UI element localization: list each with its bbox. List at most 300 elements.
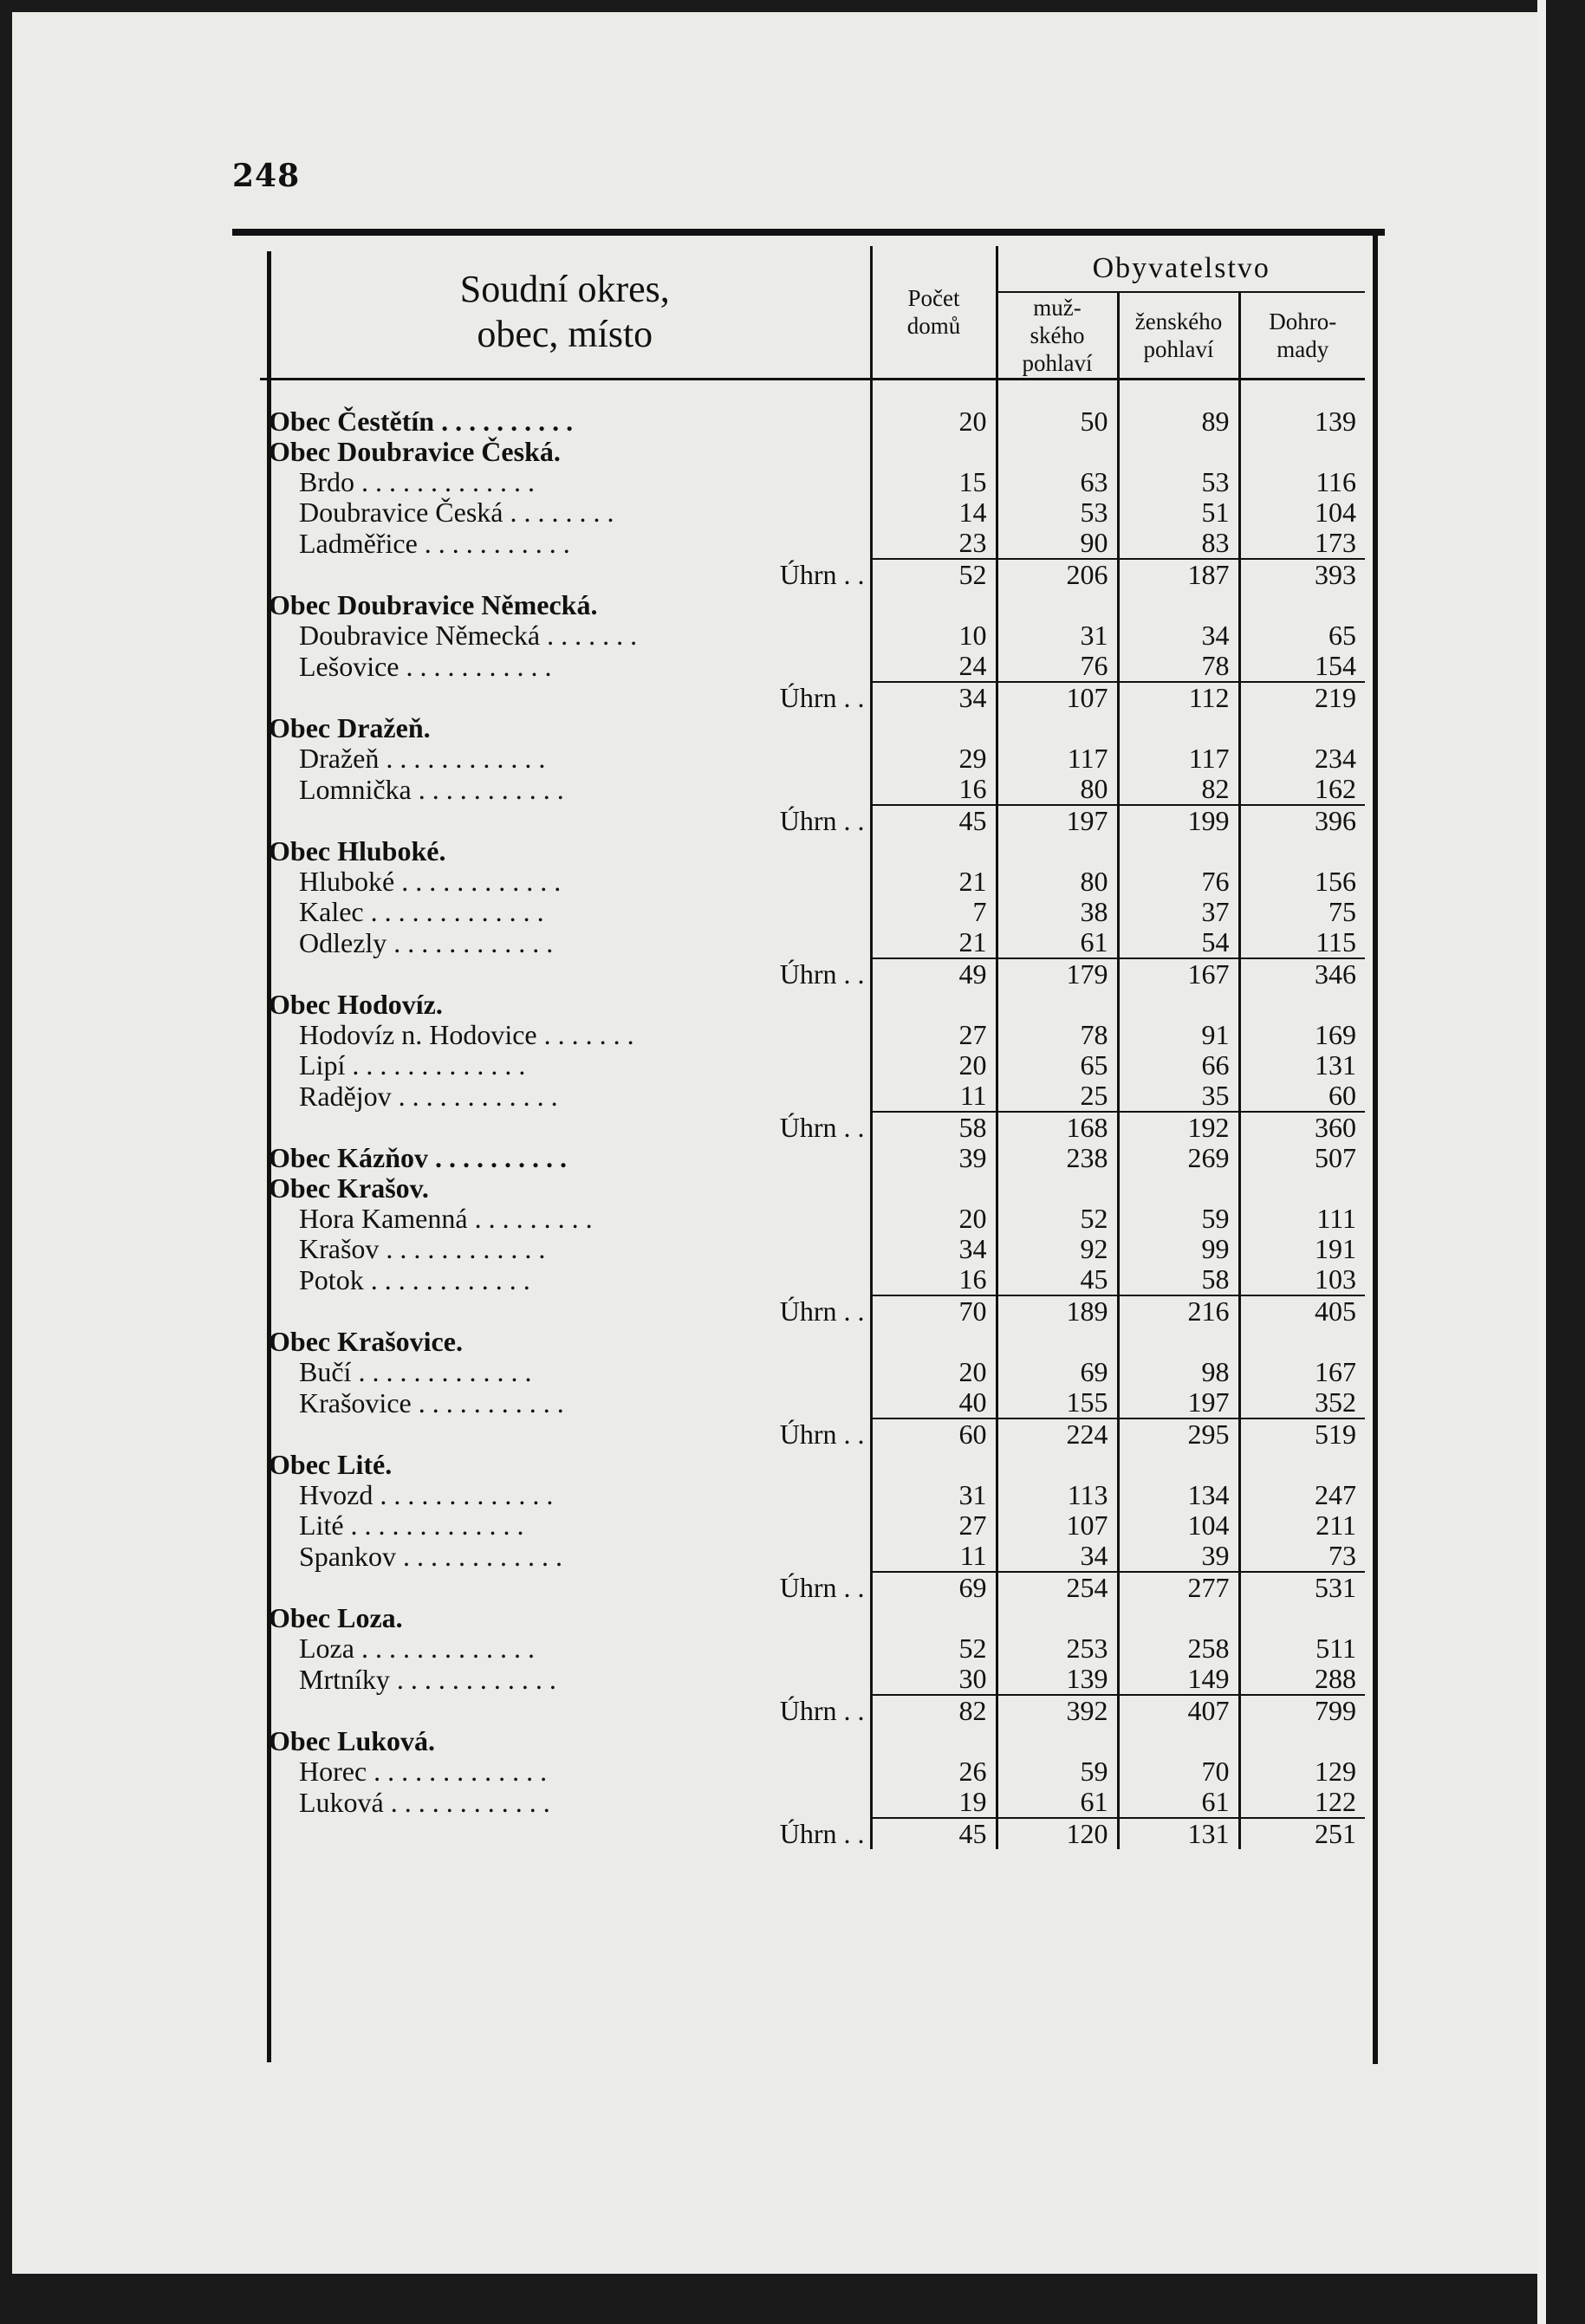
cell-female: 53 [1118,467,1239,497]
cell-total: 111 [1239,1204,1365,1234]
cell-female: 197 [1118,1387,1239,1418]
place-name: Krašovice . . . . . . . . . . . [299,1387,564,1418]
cell-total [1239,1603,1365,1633]
cell-male: 224 [997,1418,1118,1450]
cell-female: 112 [1118,682,1239,713]
header-female-line1: ženského [1134,308,1223,334]
place-name: Obec Lité. [269,1450,393,1480]
total-row [260,1695,1365,1726]
cell-total: 122 [1239,1787,1365,1818]
cell-male: 61 [997,1787,1118,1818]
table-row [260,406,1365,437]
cell-houses: 11 [871,1541,997,1572]
place-name: Radějov . . . . . . . . . . . . [299,1081,558,1112]
cell-male: 53 [997,497,1118,528]
cell-female: 216 [1118,1295,1239,1327]
table-row [260,497,1365,528]
cell-female: 35 [1118,1081,1239,1112]
cell-total: 103 [1239,1264,1365,1295]
place-name: Obec Krašov. [269,1173,429,1204]
cell-male [997,713,1118,743]
cell-male: 92 [997,1234,1118,1264]
cell-houses [871,1450,997,1480]
right-table-rule [1373,234,1378,2064]
cell-total: 405 [1239,1295,1365,1327]
cell-male: 63 [997,467,1118,497]
cell-female: 91 [1118,1020,1239,1050]
header-female [1118,292,1239,380]
total-row [260,1418,1365,1450]
cell-female: 269 [1118,1143,1239,1173]
cell-female [1118,1726,1239,1756]
total-label: Úhrn . . [779,559,865,590]
cell-female: 34 [1118,620,1239,651]
total-label: Úhrn . . [779,1818,865,1849]
header-name-line1: Soudní okres, [459,268,670,310]
total-row [260,1295,1365,1327]
municipality-heading-row [260,1450,1365,1480]
cell-total [1239,437,1365,467]
header-total [1239,292,1365,380]
cell-female: 98 [1118,1357,1239,1387]
cell-total [1239,713,1365,743]
cell-male: 38 [997,897,1118,927]
cell-houses [871,713,997,743]
municipality-heading-row [260,1603,1365,1633]
table-body [260,380,1365,1850]
cell-total: 173 [1239,528,1365,559]
place-name: Obec Hluboké. [269,836,446,867]
cell-total: 73 [1239,1541,1365,1572]
cell-male: 80 [997,867,1118,897]
header-total-line2: mady [1276,336,1329,362]
cell-female: 54 [1118,927,1239,958]
cell-male: 189 [997,1295,1118,1327]
cell-male: 155 [997,1387,1118,1418]
cell-male: 50 [997,406,1118,437]
header-male [997,292,1118,380]
place-name: Obec Luková. [269,1726,436,1756]
header-name [260,246,871,380]
total-row [260,1112,1365,1143]
cell-male: 107 [997,1510,1118,1541]
cell-female: 58 [1118,1264,1239,1295]
cell-male: 90 [997,528,1118,559]
table-row [260,1204,1365,1234]
cell-female [1118,836,1239,867]
cell-total: 75 [1239,897,1365,927]
page-number: 248 [232,158,301,194]
place-name: Krašov . . . . . . . . . . . . [299,1234,546,1264]
header-male-line2: ského [1030,322,1085,348]
cell-female: 277 [1118,1572,1239,1603]
cell-male: 197 [997,805,1118,836]
header-total-line1: Dohro- [1269,308,1337,334]
cell-female: 37 [1118,897,1239,927]
table-row [260,1756,1365,1787]
place-name: Obec Dražeň. [269,713,431,743]
cell-male: 253 [997,1633,1118,1664]
cell-total: 104 [1239,497,1365,528]
cell-total: 115 [1239,927,1365,958]
place-name: Hvozd . . . . . . . . . . . . . [299,1480,554,1510]
total-row [260,1818,1365,1849]
cell-female: 83 [1118,528,1239,559]
place-name: Doubravice Německá . . . . . . . [299,620,638,651]
cell-female: 78 [1118,651,1239,682]
cell-total: 219 [1239,682,1365,713]
municipality-heading-row [260,590,1365,620]
cell-total: 396 [1239,805,1365,836]
cell-female: 39 [1118,1541,1239,1572]
cell-male: 168 [997,1112,1118,1143]
cell-houses: 60 [871,1418,997,1450]
place-name: Spankov . . . . . . . . . . . . [299,1541,562,1572]
cell-female: 131 [1118,1818,1239,1849]
municipality-heading-row [260,1327,1365,1357]
cell-houses: 34 [871,1234,997,1264]
place-name: Odlezly . . . . . . . . . . . . [299,927,554,958]
cell-total: 531 [1239,1572,1365,1603]
cell-total: 156 [1239,867,1365,897]
place-name: Kalec . . . . . . . . . . . . . [299,897,544,927]
cell-houses: 69 [871,1572,997,1603]
cell-male: 31 [997,620,1118,651]
cell-female [1118,590,1239,620]
table-row [260,1387,1365,1418]
table-row [260,1480,1365,1510]
cell-male: 61 [997,927,1118,958]
place-name: Brdo . . . . . . . . . . . . . [299,467,535,497]
cell-total: 393 [1239,559,1365,590]
table-row [260,774,1365,805]
header-group-population: Obyvatelstvo [997,246,1365,292]
cell-female: 192 [1118,1112,1239,1143]
table-row [260,1081,1365,1112]
place-name: Mrtníky . . . . . . . . . . . . [299,1664,556,1695]
cell-female: 61 [1118,1787,1239,1818]
cell-male [997,836,1118,867]
place-name: Obec Doubravice Německá. [269,590,598,620]
cell-total: 352 [1239,1387,1365,1418]
table-row [260,1787,1365,1818]
place-name: Dražeň . . . . . . . . . . . . [299,743,546,774]
cell-female: 76 [1118,867,1239,897]
cell-total: 360 [1239,1112,1365,1143]
cell-houses: 7 [871,897,997,927]
table-row [260,1357,1365,1387]
place-name: Lomnička . . . . . . . . . . . [299,774,564,805]
place-name: Lešovice . . . . . . . . . . . [299,651,552,682]
municipality-heading-row [260,990,1365,1020]
cell-total: 511 [1239,1633,1365,1664]
table-row [260,1050,1365,1081]
table-header [260,246,1365,380]
cell-houses: 58 [871,1112,997,1143]
municipality-heading-row [260,713,1365,743]
cell-houses: 16 [871,774,997,805]
cell-total: 191 [1239,1234,1365,1264]
cell-total: 247 [1239,1480,1365,1510]
place-name: Obec Kázňov . . . . . . . . . . [269,1143,567,1173]
place-name: Lipí . . . . . . . . . . . . . [299,1050,526,1081]
cell-houses [871,1327,997,1357]
table-row [260,467,1365,497]
cell-female: 104 [1118,1510,1239,1541]
header-houses-line1: Počet [907,285,960,311]
cell-houses: 40 [871,1387,997,1418]
cell-total: 211 [1239,1510,1365,1541]
cell-total: 131 [1239,1050,1365,1081]
cell-male: 52 [997,1204,1118,1234]
cell-houses: 20 [871,1204,997,1234]
cell-male: 45 [997,1264,1118,1295]
cell-male [997,1603,1118,1633]
cell-houses: 31 [871,1480,997,1510]
table-row [260,620,1365,651]
total-row [260,1572,1365,1603]
place-name: Obec Čestětín . . . . . . . . . . [269,406,574,437]
total-label: Úhrn . . [779,1112,865,1143]
table-row [260,528,1365,559]
place-name: Ladměřice . . . . . . . . . . . [299,528,570,559]
total-label: Úhrn . . [779,805,865,836]
cell-houses: 16 [871,1264,997,1295]
cell-houses: 30 [871,1664,997,1695]
cell-houses: 20 [871,1050,997,1081]
cell-male: 107 [997,682,1118,713]
total-label: Úhrn . . [779,1418,865,1450]
header-male-line3: pohlaví [1022,350,1093,376]
cell-total: 129 [1239,1756,1365,1787]
cell-total: 60 [1239,1081,1365,1112]
cell-female: 82 [1118,774,1239,805]
total-row [260,559,1365,590]
cell-female [1118,990,1239,1020]
place-name: Obec Doubravice Česká. [269,437,561,467]
place-name: Horec . . . . . . . . . . . . . [299,1756,548,1787]
table-row [260,1143,1365,1173]
cell-total: 799 [1239,1695,1365,1726]
municipality-heading-row [260,1173,1365,1204]
cell-total: 162 [1239,774,1365,805]
cell-total [1239,990,1365,1020]
cell-total: 167 [1239,1357,1365,1387]
cell-male [997,1327,1118,1357]
cell-female: 134 [1118,1480,1239,1510]
place-name: Lité . . . . . . . . . . . . . [299,1510,524,1541]
cell-houses: 27 [871,1020,997,1050]
place-name: Bučí . . . . . . . . . . . . . [299,1357,532,1387]
cell-male: 34 [997,1541,1118,1572]
population-table [260,246,1365,1849]
cell-male: 120 [997,1818,1118,1849]
cell-houses: 45 [871,1818,997,1849]
total-row [260,682,1365,713]
cell-total: 346 [1239,958,1365,990]
cell-houses: 19 [871,1787,997,1818]
cell-houses: 20 [871,406,997,437]
table-row [260,1234,1365,1264]
municipality-heading-row [260,1726,1365,1756]
cell-total: 288 [1239,1664,1365,1695]
cell-female [1118,713,1239,743]
cell-houses: 34 [871,682,997,713]
table-row [260,743,1365,774]
place-name: Hluboké . . . . . . . . . . . . [299,867,562,897]
cell-female [1118,1173,1239,1204]
table-row [260,867,1365,897]
cell-male: 113 [997,1480,1118,1510]
cell-houses: 27 [871,1510,997,1541]
table-row [260,1541,1365,1572]
cell-female: 407 [1118,1695,1239,1726]
cell-houses [871,1173,997,1204]
cell-male: 139 [997,1664,1118,1695]
cell-total: 251 [1239,1818,1365,1849]
cell-female: 199 [1118,805,1239,836]
table-row [260,1510,1365,1541]
cell-female: 51 [1118,497,1239,528]
cell-total: 139 [1239,406,1365,437]
header-female-line2: pohlaví [1143,336,1214,362]
table-row [260,927,1365,958]
place-name: Hora Kamenná . . . . . . . . . [299,1204,593,1234]
cell-male: 25 [997,1081,1118,1112]
cell-houses: 70 [871,1295,997,1327]
cell-male: 69 [997,1357,1118,1387]
cell-male: 117 [997,743,1118,774]
cell-female [1118,437,1239,467]
cell-houses [871,1726,997,1756]
cell-male: 65 [997,1050,1118,1081]
cell-female [1118,1450,1239,1480]
cell-houses: 52 [871,559,997,590]
cell-total: 154 [1239,651,1365,682]
top-rule [232,229,1385,236]
cell-male: 179 [997,958,1118,990]
cell-total [1239,1726,1365,1756]
cell-female [1118,1327,1239,1357]
cell-houses: 14 [871,497,997,528]
table-row [260,897,1365,927]
cell-female: 187 [1118,559,1239,590]
total-label: Úhrn . . [779,1295,865,1327]
cell-houses: 49 [871,958,997,990]
cell-male: 78 [997,1020,1118,1050]
place-name: Potok . . . . . . . . . . . . [299,1264,530,1295]
cell-houses [871,1603,997,1633]
cell-houses: 39 [871,1143,997,1173]
table-row [260,651,1365,682]
table-row [260,1633,1365,1664]
cell-total [1239,836,1365,867]
place-name: Obec Hodovíz. [269,990,443,1020]
cell-houses: 24 [871,651,997,682]
cell-total: 234 [1239,743,1365,774]
cell-total [1239,1173,1365,1204]
cell-male [997,1173,1118,1204]
municipality-heading-row [260,437,1365,467]
cell-houses [871,836,997,867]
total-row [260,805,1365,836]
cell-female: 117 [1118,743,1239,774]
cell-total [1239,1327,1365,1357]
cell-male: 59 [997,1756,1118,1787]
cell-female: 59 [1118,1204,1239,1234]
cell-houses [871,437,997,467]
cell-houses [871,590,997,620]
header-male-line1: muž- [1033,295,1082,321]
place-name: Doubravice Česká . . . . . . . . [299,497,614,528]
table-row [260,1264,1365,1295]
cell-female: 295 [1118,1418,1239,1450]
cell-male: 80 [997,774,1118,805]
cell-female: 167 [1118,958,1239,990]
cell-houses: 21 [871,927,997,958]
cell-female: 89 [1118,406,1239,437]
facing-page-edge [1537,0,1546,2324]
header-houses-line2: domů [906,313,961,339]
cell-total [1239,590,1365,620]
cell-houses: 21 [871,867,997,897]
cell-female: 66 [1118,1050,1239,1081]
cell-houses: 11 [871,1081,997,1112]
cell-houses: 20 [871,1357,997,1387]
place-name: Hodovíz n. Hodovice . . . . . . . [299,1020,634,1050]
cell-male: 238 [997,1143,1118,1173]
cell-houses [871,990,997,1020]
total-row [260,958,1365,990]
cell-total: 116 [1239,467,1365,497]
cell-male [997,590,1118,620]
cell-total: 65 [1239,620,1365,651]
total-label: Úhrn . . [779,1572,865,1603]
total-label: Úhrn . . [779,682,865,713]
header-name-line2: obec, místo [477,313,653,355]
cell-houses: 45 [871,805,997,836]
cell-female: 149 [1118,1664,1239,1695]
cell-male: 206 [997,559,1118,590]
table-row [260,1020,1365,1050]
municipality-heading-row [260,836,1365,867]
cell-houses: 26 [871,1756,997,1787]
cell-male: 254 [997,1572,1118,1603]
cell-total [1239,1450,1365,1480]
place-name: Loza . . . . . . . . . . . . . [299,1633,535,1664]
cell-houses: 82 [871,1695,997,1726]
cell-male [997,437,1118,467]
place-name: Obec Loza. [269,1603,403,1633]
place-name: Obec Krašovice. [269,1327,463,1357]
cell-male [997,1450,1118,1480]
table-row [260,1664,1365,1695]
cell-total: 507 [1239,1143,1365,1173]
header-spacer [260,380,1365,407]
total-label: Úhrn . . [779,1695,865,1726]
cell-houses: 29 [871,743,997,774]
cell-total: 519 [1239,1418,1365,1450]
cell-houses: 23 [871,528,997,559]
cell-female: 70 [1118,1756,1239,1787]
cell-male: 76 [997,651,1118,682]
cell-male [997,990,1118,1020]
cell-female: 258 [1118,1633,1239,1664]
cell-houses: 10 [871,620,997,651]
cell-female [1118,1603,1239,1633]
cell-total: 169 [1239,1020,1365,1050]
total-label: Úhrn . . [779,958,865,990]
